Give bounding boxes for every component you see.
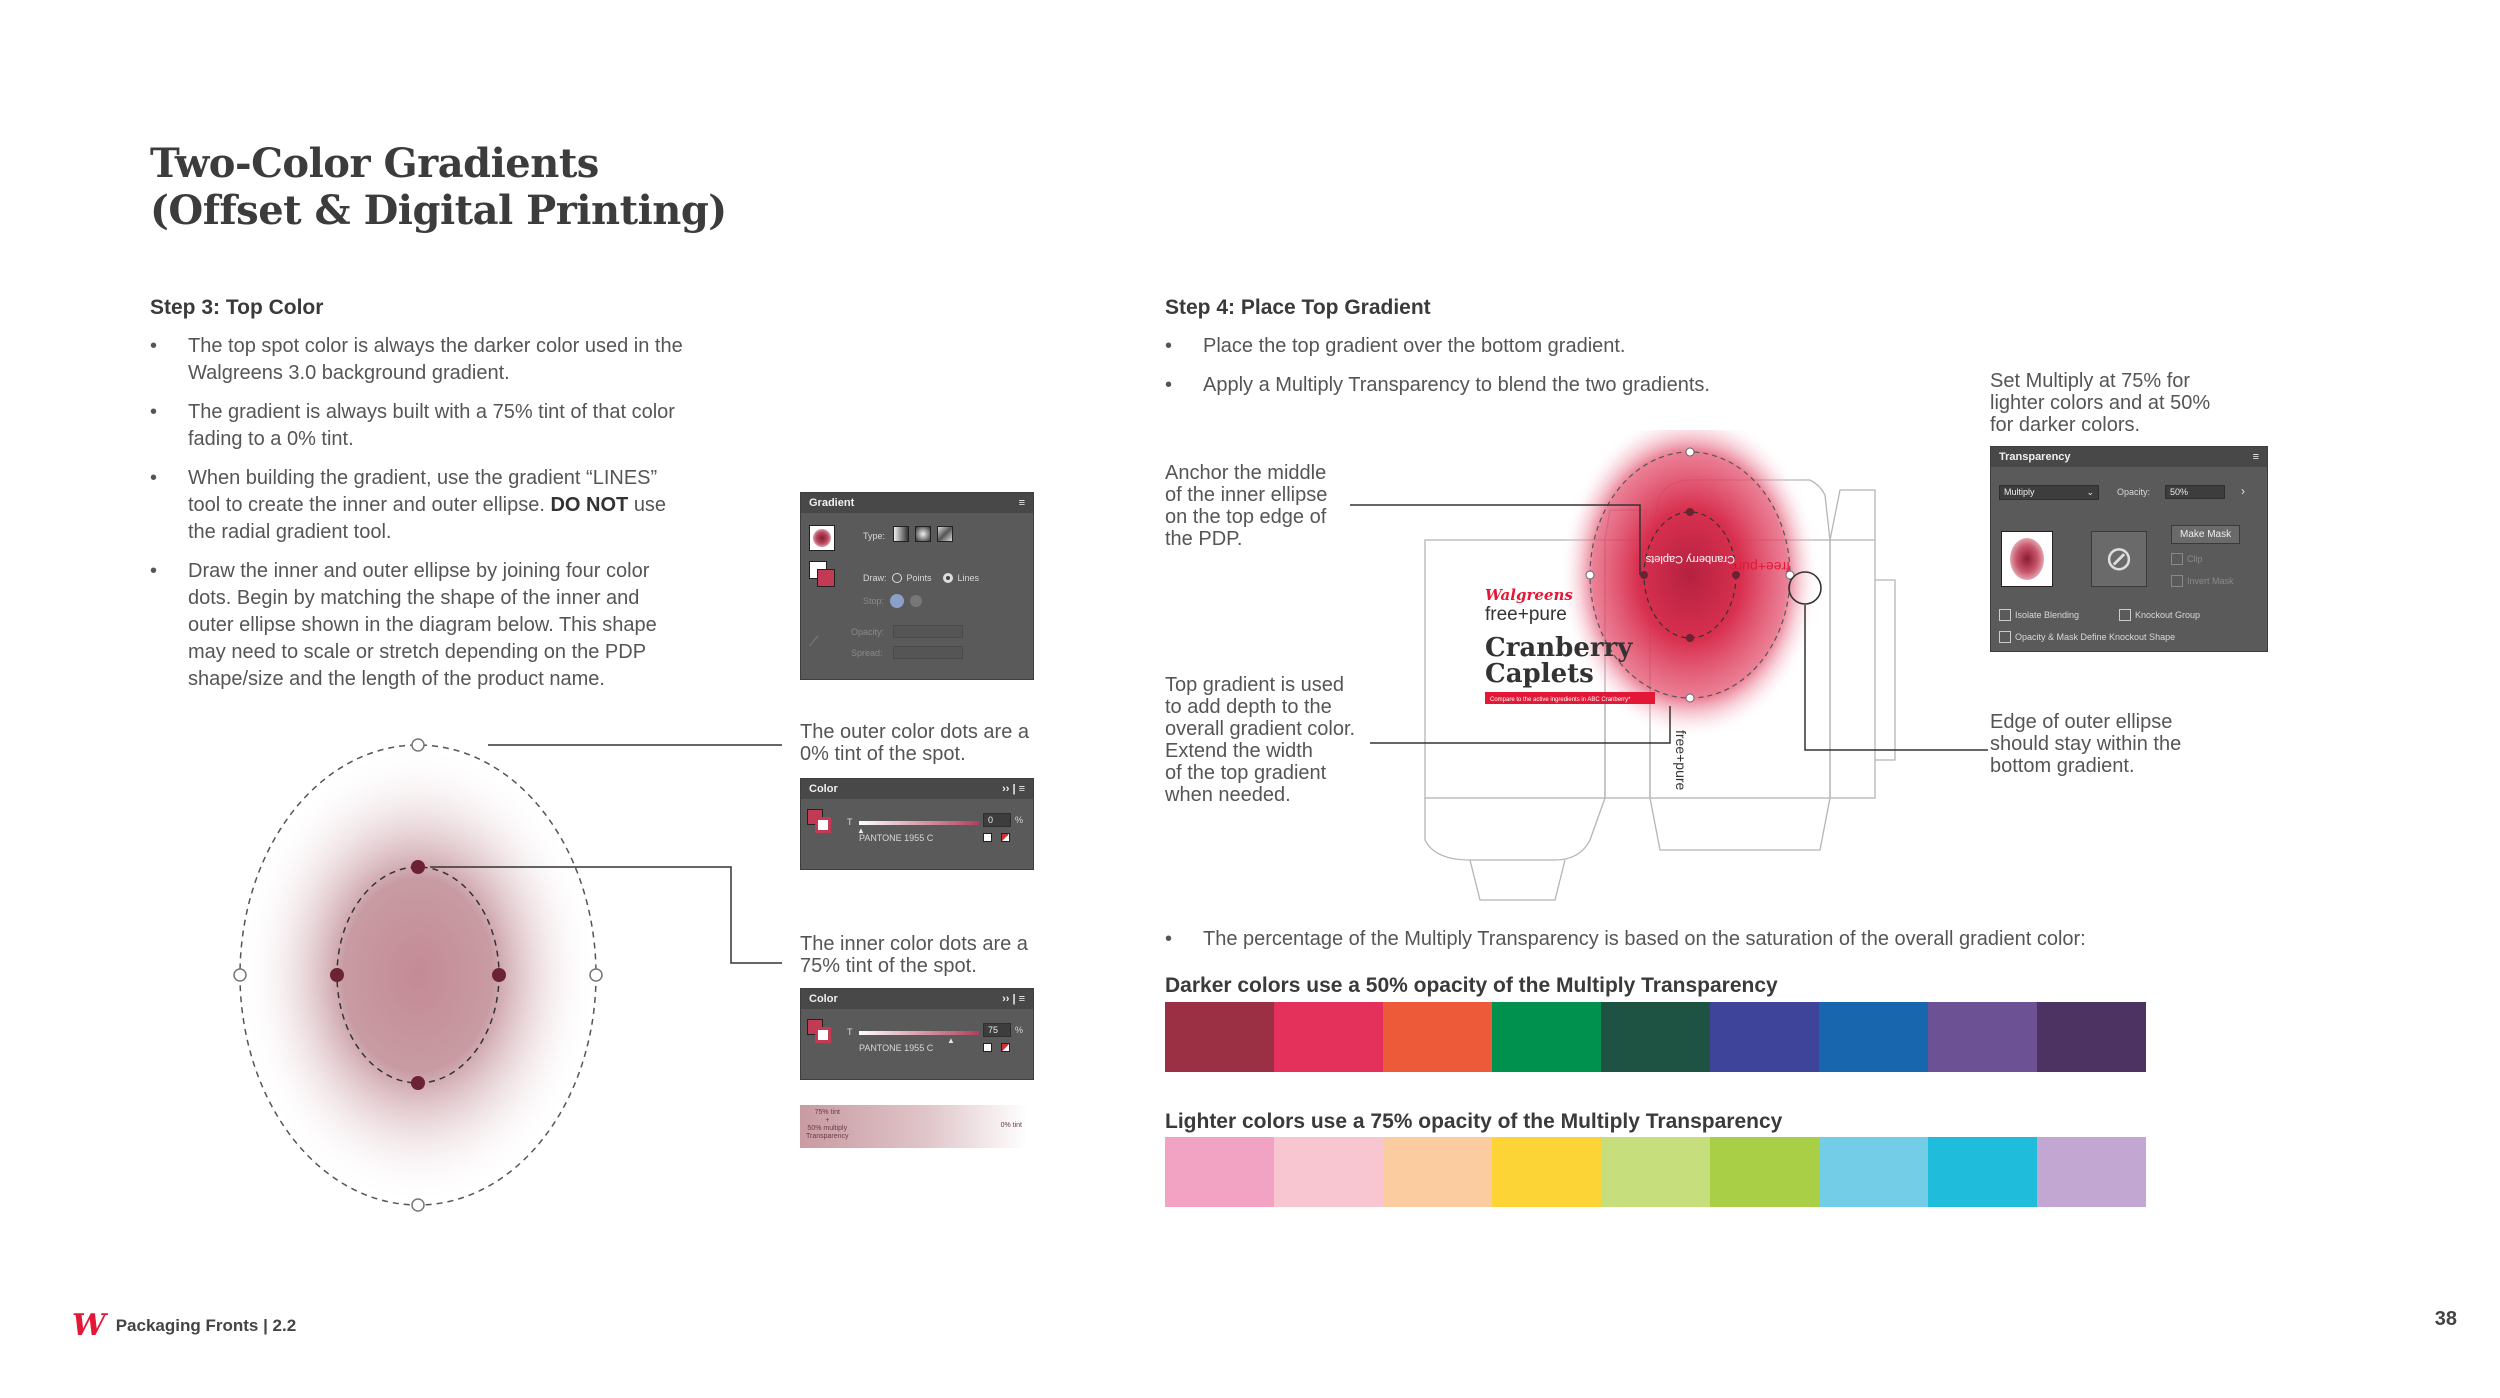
color-panel-inner bbox=[800, 988, 1034, 1080]
none-swatch-icon[interactable] bbox=[983, 1043, 992, 1052]
top-gradient-line-3: overall gradient color. bbox=[1165, 718, 1356, 740]
tint-slider[interactable] bbox=[859, 1031, 979, 1035]
lighter-swatch-3 bbox=[1383, 1137, 1492, 1207]
anchor-line-1: Anchor the middle bbox=[1165, 462, 1327, 484]
edge-line-3: bottom gradient. bbox=[1990, 755, 2135, 777]
tint-unit: % bbox=[1015, 1025, 1024, 1035]
type-label: Type: bbox=[863, 531, 886, 541]
stop-delete-icon[interactable] bbox=[910, 595, 922, 607]
title-line-2: (Offset & Digital Printing) bbox=[150, 187, 727, 234]
stop-label: Stop: bbox=[863, 596, 885, 606]
set-multiply-line-3: for darker colors. bbox=[1990, 414, 2141, 436]
title-line-1: Two-Color Gradients bbox=[150, 140, 599, 187]
invert-mask-checkbox[interactable] bbox=[2171, 575, 2183, 587]
spot-swatch-icon[interactable] bbox=[1001, 833, 1010, 842]
step3-bullet-2: • The gradient is always built with a 75% tint of that color fading to a 0% tint. bbox=[150, 399, 690, 453]
tint-value[interactable]: 0 bbox=[983, 813, 1011, 827]
top-gradient-line-2: to add depth to the bbox=[1165, 696, 1332, 718]
strip-left-1: 75% tint bbox=[814, 1109, 840, 1116]
set-multiply-line-1: Set Multiply at 75% for bbox=[1990, 370, 2191, 392]
opacity-mask-row bbox=[1999, 631, 2175, 643]
opacity-mask-label: Opacity & Mask Define Knockout Shape bbox=[2015, 632, 2176, 642]
anchor-note bbox=[1165, 462, 1327, 550]
top-gradient-line-5: of the top gradient bbox=[1165, 762, 1327, 784]
transparency-panel-header bbox=[1991, 447, 2267, 467]
inner-dot-top bbox=[411, 860, 425, 874]
points-label: Points bbox=[906, 573, 932, 583]
strip-left-4: Transparency bbox=[806, 1133, 849, 1140]
edge-line-1: Edge of outer ellipse bbox=[1990, 711, 2173, 733]
strip-right-label: 0% tint bbox=[1000, 1122, 1022, 1129]
transparency-opacity-value[interactable]: 50% bbox=[2165, 485, 2225, 499]
top-gradient-callout-line bbox=[1370, 706, 1670, 743]
isolate-label: Isolate Blending bbox=[2015, 610, 2080, 620]
darker-swatch-9 bbox=[2037, 1002, 2146, 1072]
panel-menu-icon[interactable]: ≡ bbox=[1018, 497, 1025, 509]
inner-dot-left bbox=[330, 968, 344, 982]
gradient-panel-header bbox=[801, 493, 1033, 513]
step3-bullet-3-tail: use the radial gradient tool. bbox=[188, 494, 667, 543]
pkg-line: free+pure bbox=[1485, 604, 1567, 625]
step4-bullets bbox=[1165, 333, 1965, 411]
lighter-swatch-8 bbox=[1928, 1137, 2037, 1207]
gradient-panel-title: Gradient bbox=[809, 497, 855, 509]
gradient-swatch[interactable] bbox=[809, 525, 835, 551]
slider-thumb-icon[interactable]: ▲ bbox=[857, 826, 865, 835]
stop-color-icon[interactable] bbox=[890, 594, 904, 608]
draw-row bbox=[863, 573, 979, 583]
step4-heading: Step 4: Place Top Gradient bbox=[1165, 296, 1431, 319]
none-swatch-icon[interactable] bbox=[983, 833, 992, 842]
top-gradient-line-1: Top gradient is used bbox=[1165, 674, 1345, 696]
color-panel-outer-header bbox=[801, 779, 1033, 799]
set-multiply-line-2: lighter colors and at 50% bbox=[1990, 392, 2211, 414]
color-panel-inner-header bbox=[801, 989, 1033, 1009]
darker-swatches bbox=[1165, 1002, 2146, 1072]
step4-callout-lines bbox=[1340, 490, 2000, 760]
outer-dot-bottom bbox=[412, 1199, 424, 1211]
darker-swatch-6 bbox=[1710, 1002, 1819, 1072]
step3-bullet-3-bold: DO NOT bbox=[550, 494, 629, 516]
anchor-line-3: on the top edge of bbox=[1165, 506, 1327, 528]
freeform-type-icon[interactable] bbox=[937, 526, 953, 542]
lighter-swatch-2 bbox=[1274, 1137, 1383, 1207]
anchor-callout-line bbox=[1350, 505, 1640, 575]
footer-text: Packaging Fronts | 2.2 bbox=[115, 1315, 297, 1335]
inner-dots-note: The inner color dots are a 75% tint of the spot. bbox=[800, 933, 1028, 977]
step3-bullet-4: • Draw the inner and outer ellipse by joining four color dots. Begin by matching the shape of the inner and outer ellipse shown in the diagram below. This shape may need to scale or stretch depending on the PDP shape/size and the length of the product name. bbox=[150, 558, 690, 693]
color-panel-outer bbox=[800, 778, 1034, 870]
color-panel-inner-title: Color bbox=[809, 993, 838, 1005]
pkg-product-2: Caplets bbox=[1485, 659, 1594, 689]
clip-label: Clip bbox=[2187, 554, 2203, 564]
lighter-swatch-7 bbox=[1819, 1137, 1928, 1207]
gradient-strip bbox=[800, 1105, 1028, 1148]
outer-dot-left bbox=[234, 969, 246, 981]
inner-dot-right bbox=[492, 968, 506, 982]
outer-dot-top bbox=[412, 739, 424, 751]
chevron-right-icon[interactable]: › bbox=[2241, 484, 2245, 498]
tint-value[interactable]: 75 bbox=[983, 1023, 1011, 1037]
tint-label: T bbox=[847, 817, 853, 827]
walgreens-logo-icon: W bbox=[72, 1308, 106, 1343]
outer-dots-note: The outer color dots are a 0% tint of the spot. bbox=[800, 721, 1030, 765]
lighter-swatch-9 bbox=[2037, 1137, 2146, 1207]
isolate-row bbox=[1999, 609, 2079, 621]
pkg-side-brand: free+pure bbox=[1673, 730, 1689, 791]
pkg-top-product: Cranberry Caplets bbox=[1645, 553, 1735, 565]
no-mask-icon[interactable]: ⊘ bbox=[2091, 531, 2147, 587]
step4-bullet-1: • Place the top gradient over the bottom gradient. bbox=[1165, 333, 1965, 360]
set-multiply-note bbox=[1990, 370, 2210, 436]
fill-stroke-icon[interactable] bbox=[807, 1019, 833, 1045]
step3-bullet-1: • The top spot color is always the darker color used in the Walgreens 3.0 background gradient. bbox=[150, 333, 690, 387]
step3-heading: Step 3: Top Color bbox=[150, 296, 324, 319]
anchor-line-4: the PDP. bbox=[1165, 528, 1243, 550]
eyedropper-icon[interactable]: ⟋ bbox=[809, 633, 819, 649]
panel-menu-icon[interactable]: ›› | ≡ bbox=[1002, 783, 1025, 795]
radial-type-icon[interactable] bbox=[915, 526, 931, 542]
fill-stroke-icon[interactable] bbox=[807, 809, 833, 835]
strip-left-3: 50% multiply bbox=[807, 1125, 848, 1132]
stop-row bbox=[863, 594, 922, 608]
make-mask-button[interactable]: Make Mask bbox=[2171, 525, 2240, 544]
draw-label: Draw: bbox=[863, 573, 887, 583]
object-thumbnail[interactable] bbox=[2001, 531, 2053, 587]
outer-guide-dot-top bbox=[1686, 448, 1694, 456]
lighter-swatch-6 bbox=[1710, 1137, 1819, 1207]
transparency-panel-title: Transparency bbox=[1999, 451, 2071, 463]
gradient-panel bbox=[800, 492, 1034, 680]
lines-radio[interactable] bbox=[943, 573, 953, 583]
outer-dot-right bbox=[590, 969, 602, 981]
knockout-checkbox[interactable] bbox=[2119, 609, 2131, 621]
darker-swatch-8 bbox=[1928, 1002, 2037, 1072]
invert-mask-row bbox=[2171, 575, 2234, 587]
knockout-row bbox=[2119, 609, 2200, 621]
opacity-field[interactable] bbox=[893, 625, 963, 638]
step4-bullet-2: • Apply a Multiply Transparency to blend the two gradients. bbox=[1165, 372, 1965, 399]
opacity-label: Opacity: bbox=[851, 627, 885, 637]
lighter-swatch-4 bbox=[1492, 1137, 1601, 1207]
edge-callout-line bbox=[1805, 605, 1988, 750]
pkg-product-1: Cranberry bbox=[1485, 633, 1633, 663]
lighter-heading: Lighter colors use a 75% opacity of the Multiply Transparency bbox=[1165, 1110, 1783, 1133]
edge-line-2: should stay within the bbox=[1990, 733, 2182, 755]
pkg-top-line: free+pure bbox=[1729, 559, 1790, 575]
darker-swatch-4 bbox=[1492, 1002, 1601, 1072]
clip-checkbox[interactable] bbox=[2171, 553, 2183, 565]
darker-swatch-3 bbox=[1383, 1002, 1492, 1072]
ellipse-diagram bbox=[200, 720, 820, 1220]
top-gradient-line-4: Extend the width bbox=[1165, 740, 1313, 762]
inner-dot-bottom bbox=[411, 1076, 425, 1090]
darker-swatch-1 bbox=[1165, 1002, 1274, 1072]
darker-swatch-2 bbox=[1274, 1002, 1383, 1072]
lighter-swatches bbox=[1165, 1137, 2146, 1207]
step3-bullets bbox=[150, 333, 690, 705]
top-gradient-note bbox=[1165, 674, 1355, 806]
color-panel-outer-title: Color bbox=[809, 783, 838, 795]
spread-label: Spread: bbox=[851, 648, 883, 658]
anchor-line-2: of the inner ellipse bbox=[1165, 484, 1328, 506]
fill-stroke-icon[interactable] bbox=[809, 561, 835, 587]
clip-row bbox=[2171, 553, 2203, 565]
lighter-swatch-5 bbox=[1601, 1137, 1710, 1207]
lines-label: Lines bbox=[957, 573, 980, 583]
slider-thumb-icon[interactable]: ▲ bbox=[947, 1036, 955, 1045]
page-title bbox=[150, 140, 727, 234]
swatch-name: PANTONE 1955 C bbox=[859, 1043, 934, 1053]
darker-swatch-7 bbox=[1819, 1002, 1928, 1072]
panel-menu-icon[interactable]: ›› | ≡ bbox=[1002, 993, 1025, 1005]
lighter-swatch-1 bbox=[1165, 1137, 1274, 1207]
pkg-compare: Compare to the active ingredients in ABC Cranberry* bbox=[1490, 697, 1631, 703]
strip-left-2: + bbox=[825, 1117, 830, 1124]
spread-field[interactable] bbox=[893, 646, 963, 659]
transparency-panel bbox=[1990, 446, 2268, 652]
tint-label: T bbox=[847, 1027, 853, 1037]
blend-mode-select[interactable] bbox=[1999, 485, 2099, 500]
footer bbox=[72, 1308, 296, 1343]
step3-bullet-3-text: When building the gradient, use the gradient “LINES” tool to create the inner and outer ellipse. bbox=[188, 467, 658, 516]
opacity-mask-checkbox[interactable] bbox=[1999, 631, 2011, 643]
strip-left-label bbox=[806, 1109, 849, 1141]
tint-slider[interactable] bbox=[859, 821, 979, 825]
type-buttons bbox=[893, 526, 953, 542]
percentage-bullet: • The percentage of the Multiply Transparency is based on the saturation of the overall gradient color: bbox=[1165, 926, 2465, 953]
darker-heading: Darker colors use a 50% opacity of the Multiply Transparency bbox=[1165, 974, 1778, 997]
spot-swatch-icon[interactable] bbox=[1001, 1043, 1010, 1052]
transparency-opacity-label: Opacity: bbox=[2117, 487, 2151, 497]
top-gradient-line-6: when needed. bbox=[1165, 784, 1291, 806]
page-number: 38 bbox=[2434, 1308, 2457, 1330]
darker-swatch-5 bbox=[1601, 1002, 1710, 1072]
edge-note bbox=[1990, 711, 2181, 777]
swatch-name: PANTONE 1955 C bbox=[859, 833, 934, 843]
gradient-fill bbox=[240, 745, 596, 1205]
chevron-down-icon: ⌄ bbox=[2086, 487, 2094, 497]
pkg-brand: Walgreens bbox=[1485, 586, 1573, 604]
panel-menu-icon[interactable]: ≡ bbox=[2252, 451, 2259, 463]
isolate-checkbox[interactable] bbox=[1999, 609, 2011, 621]
points-radio[interactable] bbox=[892, 573, 902, 583]
invert-mask-label: Invert Mask bbox=[2187, 576, 2234, 586]
step3-bullet-3 bbox=[150, 465, 690, 546]
tint-unit: % bbox=[1015, 815, 1024, 825]
percentage-bullet-list bbox=[1165, 926, 2465, 965]
knockout-label: Knockout Group bbox=[2135, 610, 2201, 620]
linear-type-icon[interactable] bbox=[893, 526, 909, 542]
blend-mode-value: Multiply bbox=[2004, 487, 2035, 497]
